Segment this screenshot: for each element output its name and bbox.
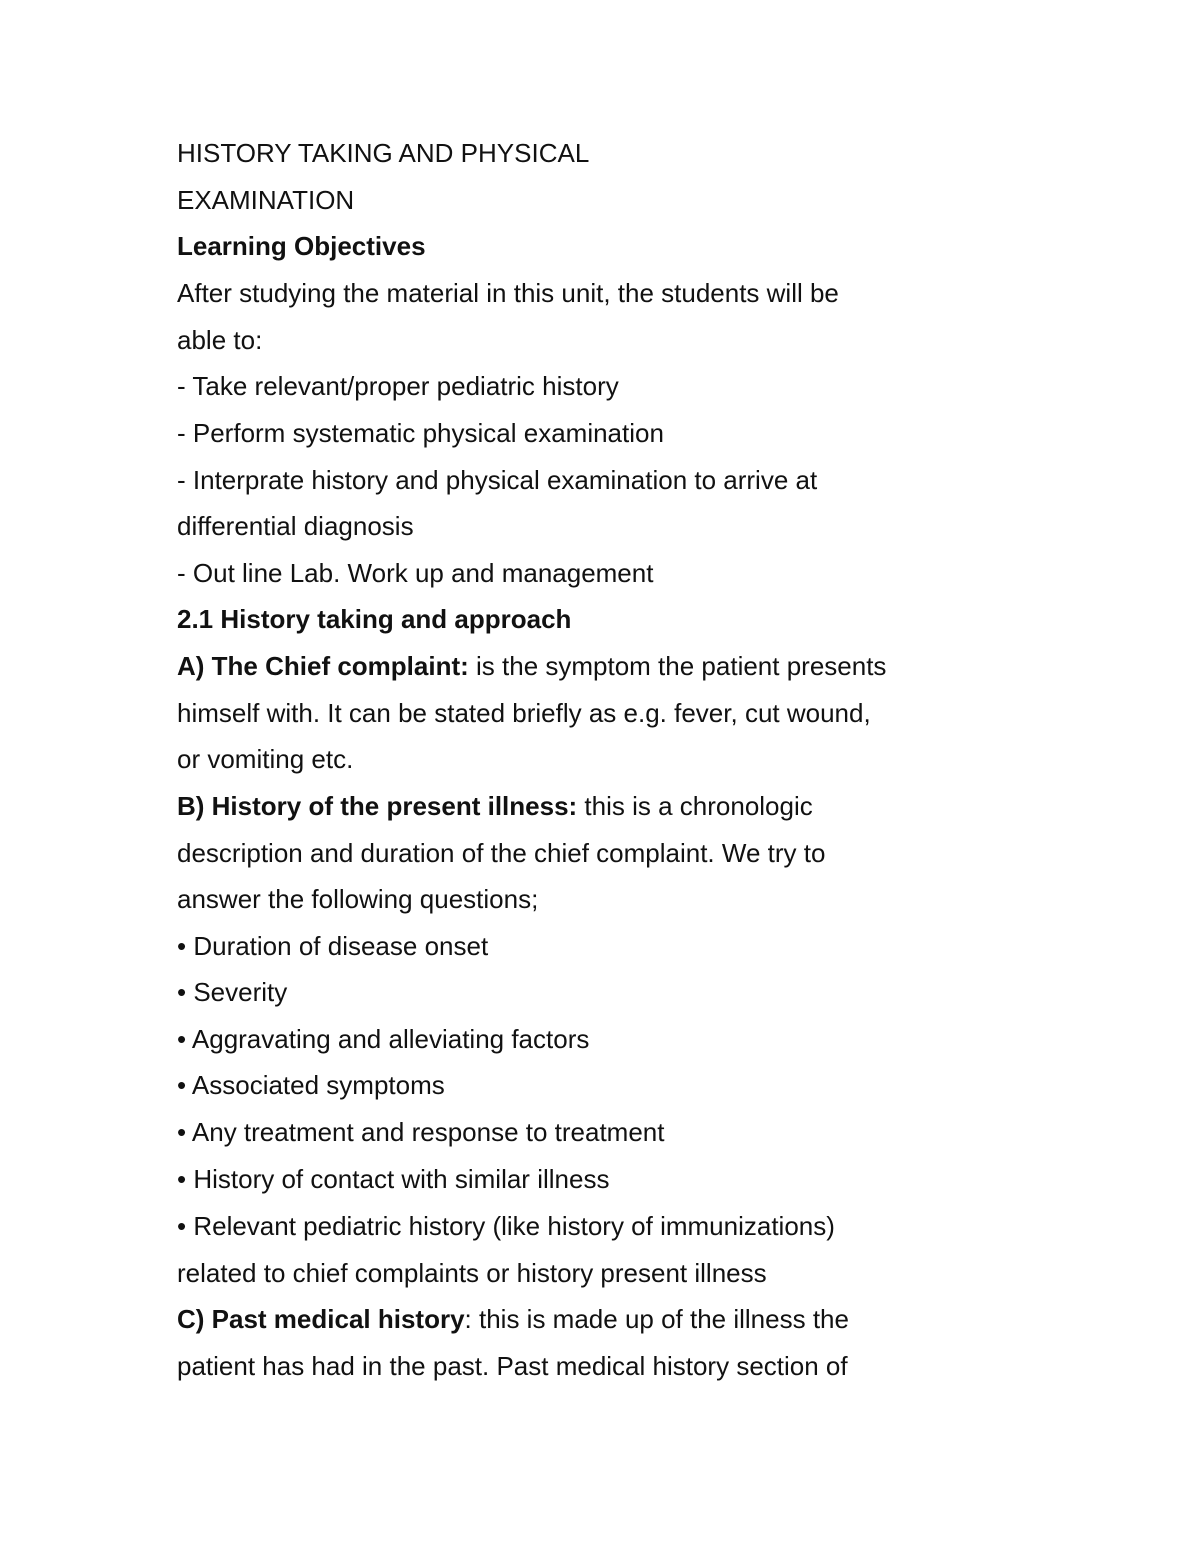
document-title-line-1: HISTORY TAKING AND PHYSICAL (177, 138, 590, 168)
intro-line-2: able to: (177, 325, 263, 355)
chief-complaint-text: is the symptom the patient presents (468, 651, 887, 681)
question-bullet: • Any treatment and response to treatment (177, 1117, 665, 1147)
objective-item: - Out line Lab. Work up and management (177, 558, 654, 588)
question-bullet: • Aggravating and alleviating factors (177, 1024, 590, 1054)
objective-item: - Perform systematic physical examination (177, 418, 664, 448)
past-history-label: C) Past medical history (177, 1304, 465, 1334)
objective-item-continuation: differential diagnosis (177, 511, 414, 541)
chief-complaint-paragraph (177, 651, 886, 681)
objective-item: - Take relevant/proper pediatric history (177, 371, 619, 401)
present-illness-line-2: description and duration of the chief complaint. We try to (177, 838, 826, 868)
objective-item: - Interprate history and physical examination to arrive at (177, 465, 818, 495)
question-bullet: • History of contact with similar illness (177, 1164, 610, 1194)
chief-complaint-line-2: himself with. It can be stated briefly as e.g. fever, cut wound, (177, 698, 871, 728)
question-bullet: • Duration of disease onset (177, 931, 489, 961)
chief-complaint-line-3: or vomiting etc. (177, 744, 354, 774)
present-illness-paragraph (177, 791, 813, 821)
present-illness-text: this is a chronologic (577, 791, 813, 821)
past-history-line-2: patient has had in the past. Past medical history section of (177, 1351, 848, 1381)
present-illness-line-3: answer the following questions; (177, 884, 539, 914)
question-bullet: • Associated symptoms (177, 1070, 445, 1100)
past-history-paragraph (177, 1304, 849, 1334)
objectives-heading: Learning Objectives (177, 231, 426, 261)
intro-line-1: After studying the material in this unit, the students will be (177, 278, 839, 308)
chief-complaint-label: A) The Chief complaint: (177, 651, 469, 681)
question-continuation: related to chief complaints or history present illness (177, 1258, 767, 1288)
present-illness-label: B) History of the present illness: (177, 791, 578, 821)
section-heading: 2.1 History taking and approach (177, 604, 572, 634)
question-bullet: • Severity (177, 977, 288, 1007)
document-title-line-2: EXAMINATION (177, 185, 355, 215)
question-bullet: • Relevant pediatric history (like history of immunizations) (177, 1211, 835, 1241)
past-history-text: : this is made up of the illness the (464, 1304, 849, 1334)
